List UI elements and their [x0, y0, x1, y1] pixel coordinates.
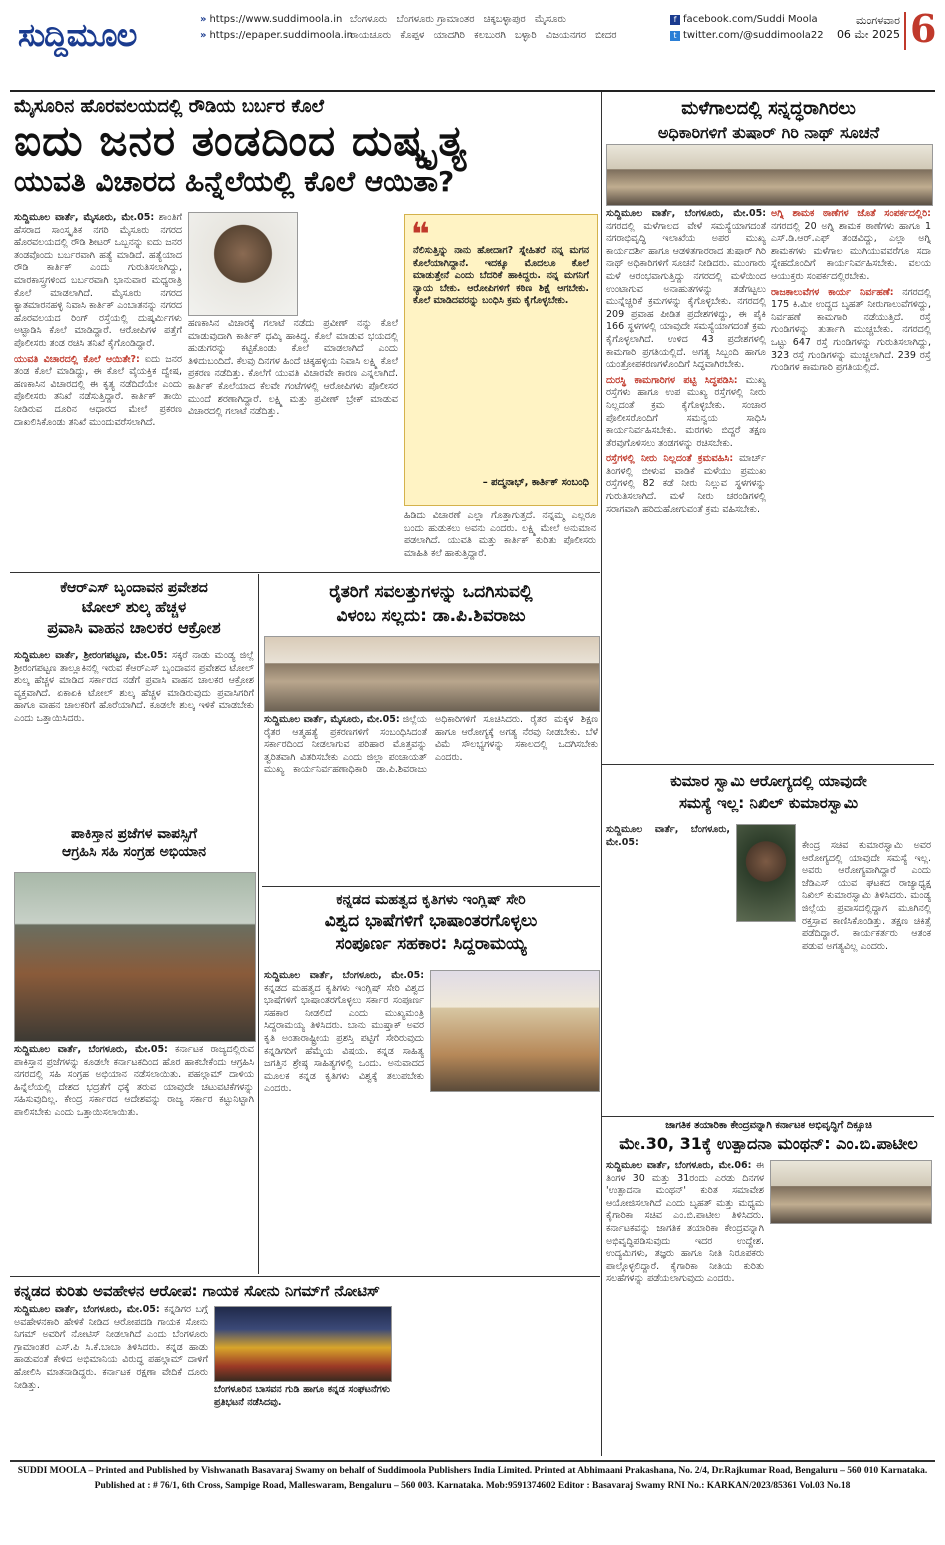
website-link[interactable]: » https://www.suddimoola.in	[200, 14, 343, 25]
story-headline: ಸಮಸ್ಯೆ ಇಲ್ಲ: ನಿಖಿಲ್ ಕುಮಾರಸ್ವಾಮಿ	[678, 794, 859, 812]
story-body-col1: ಸುದ್ದಿಮೂಲ ವಾರ್ತೆ, ಮೈಸೂರು, ಮೇ.05: ಶಾಂತಿಗೆ ಹೆಸರಾದ ಸಾಂಸ್ಕೃತಿಕ ನಗರಿ ಮೈಸೂರು ನಗರದ ಹೊರವಲಯದಲ್ಲಿ ರೌಡಿ ಶೀಟರ್ ಒಬ್ಬನನ್ನು ಐದು ಜನರ ತಂಡವೊಂದು ಬರ್ಬರವಾಗಿ ಹತ್ಯೆ ಮಾಡಿದೆ. ಹತ್ಯೆಯಾದ ರೌಡಿ ಕಾರ್ತಿಕ್ ಎಂದು ಗುರುತಿಸಲಾಗಿದ್ದು, ಮಾರಕಾಸ್ತ್ರಗಳಿಂದ ಬರ್ಬರವಾಗಿ ಭಾನುವಾರ ಮಧ್ಯರಾತ್ರಿ ಕೊಲೆ ಮಾಡಲಾಗಿದೆ. ಮೈಸೂರು ನಗರದ ಕ್ಯಾತಮಾರನಹಳ್ಳಿ ನಿವಾಸಿ ಕಾರ್ತಿಕ್ ಎಂಬಾತನನ್ನು ನಗರದ ಹೊರವಲಯದ ರಿಂಗ್ ರಸ್ತೆಯಲ್ಲಿ ದುಷ್ಕರ್ಮಿಗಳು ಅಟ್ಟಾಡಿಸಿ ಕೊಲೆ ಮಾಡಿದ್ದಾರೆ. ಆರೋಪಿಗಳ ಪತ್ತೆಗೆ ಪೊಲೀಸರು ತಂಡ ರಚಿಸಿ ತನಿಖೆ ಕೈಗೊಂಡಿದ್ದಾರೆ. ಯುವತಿ ವಿಚಾರದಲ್ಲಿ ಕೊಲೆ ಆಯಿತೇ?: ಐದು ಜನರ ತಂಡ ಕೊಲೆ ಮಾಡಿದ್ದು, ಈ ಕೊಲೆ ವೈಯಕ್ತಿಕ ದ್ವೇಷ, ಹಣಕಾಸಿನ ವಿಚಾರದಲ್ಲಿ ಈ ಕೃತ್ಯ ನಡೆದಿದೆಯೇ ಎಂದು ಪೊಲೀಸರು ತನಿಖೆ ನಡೆಸುತ್ತಿದ್ದಾರೆ. ಕಾರ್ತಿಕ್ ತಾಯಿ ನೀಡಿರುವ ದೂರಿನ ಆಧಾರದ ಮೇಲೆ ಪ್ರಕರಣ ದಾಖಲಿಸಿಕೊಂಡು ತನಿಖೆ ಮುಂದುವರೆಸಲಾಗಿದೆ.	[14, 212, 182, 428]
story-kicker: ಜಾಗತಿಕ ತಯಾರಿಕಾ ಕೇಂದ್ರವನ್ನಾಗಿ ಕರ್ನಾಟಕ ಅಭಿವೃದ್ಧಿಗೆ ದಿಕ್ಸೂಚಿ	[665, 1120, 872, 1131]
story-headline: ವಿಳಂಬ ಸಲ್ಲದು: ಡಾ.ಪಿ.ಶಿವರಾಜು	[336, 606, 526, 626]
story-subhead: ಯುವತಿ ವಿಚಾರದ ಹಿನ್ನೆಲೆಯಲ್ಲಿ ಕೊಲೆ ಆಯಿತಾ?	[14, 165, 455, 199]
section-rule	[602, 764, 934, 765]
story-headline: ಟೋಲ್ ಶುಲ್ಕ ಹೆಚ್ಚಳ	[81, 598, 187, 616]
story-body-col1: ಸುದ್ದಿಮೂಲ ವಾರ್ತೆ, ಬೆಂಗಳೂರು, ಮೇ.06: ಈ ತಿಂಗಳ 30 ಮತ್ತು 31ರಂದು ಎರಡು ದಿನಗಳ 'ಉತ್ಪಾದನಾ ಮಂಥನ್' ಕುರಿತ ಸಮಾವೇಶ ಆಯೋಜಿಸಲಾಗಿದೆ ಎಂದು ಬೃಹತ್ ಮತ್ತು ಮಧ್ಯಮ ಕೈಗಾರಿಕಾ ಸಚಿವ ಎಂ.ಬಿ.ಪಾಟೀಲ ತಿಳಿಸಿದರು. ಕರ್ನಾಟಕವನ್ನು ಜಾಗತಿಕ ತಯಾರಿಕಾ ಕೇಂದ್ರವನ್ನಾಗಿ ಅಭಿವೃದ್ಧಿಪಡಿಸುವುದು ಇದರ ಉದ್ದೇಶ. ಉದ್ಯಮಿಗಳು, ತಜ್ಞರು ಹಾಗೂ ನೀತಿ ನಿರೂಪಕರು ಪಾಲ್ಗೊಳ್ಳಲಿದ್ದಾರೆ. ಕೈಗಾರಿಕಾ ನೀತಿಯ ಕುರಿತು ಸಲಹೆಗಳನ್ನು ಪಡೆಯಲಾಗುವುದು ಎಂದರು.	[606, 1160, 764, 1285]
city-tag: ಬೆಂಗಳೂರು	[350, 14, 388, 25]
story-body-col2: ಹಣಕಾಸಿನ ವಿಚಾರಕ್ಕೆ ಗಲಾಟೆ ನಡೆದು ಪ್ರವೀಣ್ ನನ್ನು ಕೊಲೆ ಮಾಡುವುದಾಗಿ ಕಾರ್ತಿಕ್ ಧಮ್ಕಿ ಹಾಕಿದ್ದ. ಕೊಲೆ ಮಾಡುವ ಭಯದಲ್ಲಿ ಹುಡುಗರನ್ನು ಕಟ್ಟಿಕೊಂಡು ಕೊಲೆ ಮಾಡಲಾಗಿದೆ ಎಂದು ತಿಳಿದುಬಂದಿದೆ. ಕೆಲವು ದಿನಗಳ ಹಿಂದೆ ಚಿಕ್ಕಹಳ್ಳಿಯ ನಿವಾಸಿ ಲಕ್ಷ್ಮಿ ಕೊಲೆ ಪ್ರಕರಣ ನಡೆದಿತ್ತು. ಕೊಲೆಗೆ ಯುವತಿ ವಿಚಾರವೇ ಕಾರಣ ಎನ್ನಲಾಗಿದೆ. ಕಾರ್ತಿಕ್ ಕೊಲೆಯಾದ ಕೆಲವೇ ಗಂಟೆಗಳಲ್ಲಿ ಆರೋಪಿಗಳು ಪೊಲೀಸರ ಮುಂದೆ ಶರಣಾಗಿದ್ದಾರೆ. ಲಕ್ಷ್ಮಿ ಮತ್ತು ಪ್ರವೀಣ್ ಬ್ರೇಕ್ ಮಾಡುವ ವಿಚಾರದಲ್ಲಿ ಗಲಾಟೆ ನಡೆದಿತ್ತು.	[188, 318, 398, 418]
city-tag: ಕೊಪ್ಪಳ	[400, 30, 425, 41]
byline: ಸುದ್ದಿಮೂಲ ವಾರ್ತೆ, ಮೈಸೂರು, ಮೇ.05:	[264, 714, 400, 725]
city-tag: ಕಲಬುರಗಿ	[474, 30, 506, 41]
city-tag: ಮೈಸೂರು	[534, 14, 566, 25]
byline: ಸುದ್ದಿಮೂಲ ವಾರ್ತೆ, ಮೈಸೂರು, ಮೇ.05:	[14, 212, 155, 223]
story-body: ಸುದ್ದಿಮೂಲ ವಾರ್ತೆ, ಮೈಸೂರು, ಮೇ.05: ಜಿಲ್ಲೆಯ ರೈತರ ಆತ್ಮಹತ್ಯೆ ಪ್ರಕರಣಗಳಿಗೆ ಸಂಬಂಧಿಸಿದಂತೆ ಸರ್ಕಾರದಿಂದ ನೀಡಲಾಗುವ ಪರಿಹಾರ ಮೊತ್ತವನ್ನು ತ್ವರಿತವಾಗಿ ವಿತರಿಸಬೇಕು ಎಂದು ಜಿಲ್ಲಾ ಪಂಚಾಯತ್ ಮುಖ್ಯ ಕಾರ್ಯನಿರ್ವಹಣಾಧಿಕಾರಿ ಡಾ.ಪಿ.ಶಿವರಾಜು ಅಧಿಕಾರಿಗಳಿಗೆ ಸೂಚಿಸಿದರು. ರೈತರ ಮಕ್ಕಳ ಶಿಕ್ಷಣ ಹಾಗೂ ಆರೋಗ್ಯಕ್ಕೆ ಅಗತ್ಯ ನೆರವು ನೀಡಬೇಕು. ಬೆಳೆ ವಿಮೆ ಸೌಲಭ್ಯಗಳನ್ನು ಸಕಾಲದಲ್ಲಿ ಒದಗಿಸಬೇಕು ಎಂದರು.	[264, 714, 598, 776]
date-block	[810, 14, 900, 42]
story-monsoon	[606, 98, 931, 143]
quote-attribution: – ಪದ್ಮನಾಭ್, ಕಾರ್ತಿಕ್ ಸಂಬಂಧಿ	[482, 477, 589, 488]
story-health	[606, 772, 931, 812]
story-farmers	[264, 582, 598, 626]
side-heading: ರಸ್ತೆಗಳಲ್ಲಿ ನೀರು ನಿಲ್ಲದಂತೆ ಕ್ರಮವಹಿಸಿ:	[606, 453, 734, 465]
story-headline: ಆಗ್ರಹಿಸಿ ಸಹಿ ಸಂಗ್ರಹ ಅಭಿಯಾನ	[62, 844, 206, 860]
city-tag: ರಾಯಚೂರು	[350, 30, 392, 41]
side-heading: ಯುವತಿ ವಿಚಾರದಲ್ಲಿ ಕೊಲೆ ಆಯಿತೇ?:	[14, 353, 140, 365]
globe-icon: »	[200, 30, 207, 41]
story-body-col1: ಸುದ್ದಿಮೂಲ ವಾರ್ತೆ, ಬೆಂಗಳೂರು, ಮೇ.05: ನಗರದಲ್ಲಿ ಮಳೆಗಾಲದ ವೇಳೆ ಸಮಸ್ಯೆಯಾಗದಂತೆ ನಗರಾಭಿವೃದ್ಧಿ ಇಲಾಖೆಯ ಅಪರ ಮುಖ್ಯ ಕಾರ್ಯದರ್ಶಿ ಹಾಗೂ ಆಡಳಿತಗಾರರಾದ ತುಷಾರ್ ಗಿರಿ ನಾಥ್ ಅಧಿಕಾರಿಗಳಿಗೆ ಸೂಚನೆ ನೀಡಿದರು. ಮುಂಗಾರು ಮಳೆ ಆರಂಭವಾಗುತ್ತಿದ್ದು ನಗರದಲ್ಲಿ ಮಳೆಯಿಂದ ಉಂಟಾಗುವ ಅನಾಹುತಗಳನ್ನು ತಡೆಗಟ್ಟಲು ಮುನ್ನೆಚ್ಚರಿಕೆ ಕ್ರಮಗಳನ್ನು ಕೈಗೊಳ್ಳಬೇಕು. ನಗರದಲ್ಲಿ 209 ಪ್ರವಾಹ ಪೀಡಿತ ಪ್ರದೇಶಗಳಿದ್ದು, ಈ ಪೈಕಿ 166 ಸ್ಥಳಗಳಲ್ಲಿ ಯಾವುದೇ ಸಮಸ್ಯೆಯಾಗದಂತೆ ಕ್ರಮ ಕೈಗೊಳ್ಳಲಾಗಿದೆ. ಉಳಿದ 43 ಪ್ರದೇಶಗಳಲ್ಲಿ ಕಾಮಗಾರಿ ಪ್ರಗತಿಯಲ್ಲಿದೆ. ಅಗತ್ಯ ಸಿಬ್ಬಂದಿ ಹಾಗೂ ಯಂತ್ರೋಪಕರಣಗಳೊಂದಿಗೆ ಸಿದ್ಧವಾಗಿರಬೇಕು. ದುರಸ್ಥಿ ಕಾಮಗಾರಿಗಳ ಪಟ್ಟಿ ಸಿದ್ಧಪಡಿಸಿ: ಮುಖ್ಯ ರಸ್ತೆಗಳು ಹಾಗೂ ಉಪ ಮುಖ್ಯ ರಸ್ತೆಗಳಲ್ಲಿ ನೀರು ನಿಲ್ಲದಂತೆ ಕ್ರಮ ಕೈಗೊಳ್ಳಬೇಕು. ಸಂಚಾರ ಪೊಲೀಸರೊಂದಿಗೆ ಸಮನ್ವಯ ಸಾಧಿಸಿ ಕಾರ್ಯನಿರ್ವಹಿಸಬೇಕು. ಮರಗಳು ಬಿದ್ದರೆ ತಕ್ಷಣ ತೆರವುಗೊಳಿಸಲು ತಂಡಗಳನ್ನು ರಚಿಸಬೇಕು. ರಸ್ತೆಗಳಲ್ಲಿ ನೀರು ನಿಲ್ಲದಂತೆ ಕ್ರಮವಹಿಸಿ: ಮಾರ್ಚ್ ತಿಂಗಳಲ್ಲಿ ಬೀಳುವ ವಾಡಿಕೆ ಮಳೆಯು ಪ್ರಮುಖ ರಸ್ತೆಗಳಲ್ಲಿ 82 ಕಡೆ ನೀರು ನಿಲ್ಲುವ ಸ್ಥಳಗಳನ್ನು ಗುರುತಿಸಲಾಗಿದೆ. ಮಳೆ ನೀರು ಚರಂಡಿಗಳಲ್ಲಿ ಸರಾಗವಾಗಿ ಹರಿದುಹೋಗುವಂತೆ ಕ್ರಮ ವಹಿಸಬೇಕು.	[606, 208, 766, 515]
side-heading: ದುರಸ್ಥಿ ಕಾಮಗಾರಿಗಳ ಪಟ್ಟಿ ಸಿದ್ಧಪಡಿಸಿ:	[606, 374, 738, 386]
imprint-line-2: Published at : # 76/1, 6th Cross, Sampige Road, Malleswaram, Bengaluru – 560 003. Karnataka. Mob:9591374602 Editor : Basavaraj Swamy RNI No.: KARKAN/2023/85361 Vol.03 No.18	[94, 1481, 851, 1491]
globe-icon: »	[200, 14, 207, 25]
facebook-link[interactable]: f facebook.com/Suddi Moola	[670, 14, 818, 25]
book-release-photo	[430, 970, 600, 1092]
story-headline: ಮೇ.30, 31ಕ್ಕೆ ಉತ್ಪಾದನಾ ಮಂಥನ್: ಎಂ.ಬಿ.ಪಾಟೀಲ	[619, 1134, 918, 1153]
byline: ಸುದ್ದಿಮೂಲ ವಾರ್ತೆ, ಬೆಂಗಳೂರು, ಮೇ.05:	[606, 824, 730, 848]
photo-caption: ಬೆಂಗಳೂರಿನ ಬಾಸವನ ಗುಡಿ ಹಾಗೂ ಕನ್ನಡ ಸಂಘಟನೆಗಳು ಪ್ರತಿಭಟನೆ ನಡೆಸಿದವು.	[214, 1384, 390, 1408]
twitter-link[interactable]: t twitter.com/@suddimoola22	[670, 30, 824, 41]
story-manufacturing	[606, 1120, 931, 1154]
side-heading: ಅಗ್ನಿ ಶಾಮಕ ಠಾಣೆಗಳ ಜೊತೆ ಸಂಪರ್ಕದಲ್ಲಿರಿ:	[771, 208, 931, 219]
story-headline: ಐದು ಜನರ ತಂಡದಿಂದ ದುಷ್ಕೃತ್ಯ	[14, 116, 468, 165]
story-signature-campaign	[14, 826, 254, 860]
quote-text: ನೆಲಿಸುತ್ತಿನ್ನು ನಾನು ಹೋದಾಗ? ಸ್ನೇಹಿತರೆ ನನ್ನ ಮಗನ ಕೊಲೆಯಾಗಿದ್ದಾನೆ. ಇದಕ್ಕೂ ಮೊದಲೂ ಕೊಲೆ ಮಾಡುತ್ತೇನೆ ಎಂದು ಬೆದರಿಕೆ ಹಾಕಿದ್ದರು. ನನ್ನ ಮಗನಿಗೆ ನ್ಯಾಯ ಬೇಕು. ಆರೋಪಿಗಳಿಗೆ ಕಠಿಣ ಶಿಕ್ಷೆ ಆಗಬೇಕು. ಕೊಲೆ ಮಾಡಿದವರನ್ನು ಬಂಧಿಸಿ ಕ್ರಮ ಕೈಗೊಳ್ಳಬೇಕು.	[413, 245, 589, 307]
story-headline: ರೈತರಿಗೆ ಸವಲತ್ತುಗಳನ್ನು ಒದಗಿಸುವಲ್ಲಿ	[329, 582, 533, 602]
story-krs-toll	[14, 580, 254, 638]
cities-row-1	[350, 14, 572, 25]
story-body-col1: ಸುದ್ದಿಮೂಲ ವಾರ್ತೆ, ಬೆಂಗಳೂರು, ಮೇ.05: ಕನ್ನಡಿಗರ ಬಗ್ಗೆ ಅವಹೇಳನಕಾರಿ ಹೇಳಿಕೆ ನೀಡಿದ ಆರೋಪದಡಿ ಗಾಯಕ ಸೋನು ನಿಗಮ್ ಅವರಿಗೆ ನೋಟಿಸ್ ನೀಡಲಾಗಿದೆ ಎಂದು ಬೆಂಗಳೂರು ಗ್ರಾಮಾಂತರ ಎಸ್.ಪಿ ಸಿ.ಕೆ.ಬಾಬಾ ತಿಳಿಸಿದರು. ಕನ್ನಡ ಹಾಡು ಹಾಡುವಂತೆ ಕೇಳಿದ ಅಭಿಮಾನಿಯ ವಿರುದ್ಧ ಪಹಲ್ಗಾಮ್ ದಾಳಿಗೆ ಹೋಲಿಸಿ ಮಾತನಾಡಿದ್ದರು. ಕರ್ನಾಟಕ ರಕ್ಷಣಾ ವೇದಿಕೆ ದೂರು ನೀಡಿತ್ತು.	[14, 1304, 208, 1391]
story-mysuru-murder	[14, 96, 600, 199]
column-rule	[601, 92, 602, 1456]
section-rule	[602, 1116, 934, 1117]
story-headline: ಕನ್ನಡದ ಮಹತ್ವದ ಕೃತಿಗಳು ಇಂಗ್ಲಿಷ್ ಸೇರಿ	[336, 892, 526, 908]
byline: ಸುದ್ದಿಮೂಲ ವಾರ್ತೆ, ಬೆಂಗಳೂರು, ಮೇ.05:	[606, 208, 766, 219]
story-translation	[264, 892, 598, 954]
logo: ಸುದ್ದಿಮೂಲ	[18, 16, 137, 54]
story-headline: ಕೆಆರ್‌ಎಸ್ ಬೃಂದಾವನ ಪ್ರವೇಶದ	[60, 580, 208, 596]
story-headline: ವಿಶ್ವದ ಭಾಷೆಗಳಿಗೆ ಭಾಷಾಂತರಗೊಳ್ಳಲು	[324, 911, 538, 931]
victim-photo	[188, 212, 298, 316]
story-subhead: ಪ್ರವಾಸಿ ವಾಹನ ಚಾಲಕರ ಆಕ್ರೋಶ	[47, 618, 221, 637]
story-kicker: ಮೈಸೂರಿನ ಹೊರವಲಯದಲ್ಲಿ ರೌಡಿಯ ಬರ್ಬರ ಕೊಲೆ	[14, 96, 325, 117]
facebook-icon: f	[670, 15, 680, 25]
section-rule	[10, 1276, 600, 1277]
day-label: ಮಂಗಳವಾರ	[855, 14, 900, 27]
quote-box	[404, 214, 598, 506]
story-body: ಕೇಂದ್ರ ಸಚಿವ ಕುಮಾರಸ್ವಾಮಿ ಅವರ ಆರೋಗ್ಯದಲ್ಲಿ ಯಾವುದೇ ಸಮಸ್ಯೆ ಇಲ್ಲ. ಅವರು ಆರೋಗ್ಯವಾಗಿದ್ದಾರೆ ಎಂದು ಜೆಡಿಎಸ್ ಯುವ ಘಟಕದ ರಾಜ್ಯಾಧ್ಯಕ್ಷ ನಿಖಿಲ್ ಕುಮಾರಸ್ವಾಮಿ ತಿಳಿಸಿದರು. ಮಂಡ್ಯ ಜಿಲ್ಲೆಯ ಪ್ರವಾಸದಲ್ಲಿದ್ದಾಗ ಮೂಗಿನಲ್ಲಿ ರಕ್ತಸ್ರಾವ ಕಾಣಿಸಿಕೊಂಡಿತ್ತು. ತಕ್ಷಣ ಚಿಕಿತ್ಸೆ ಪಡೆದಿದ್ದಾರೆ. ಕಾರ್ಯಕರ್ತರು ಆತಂಕ ಪಡುವ ಅಗತ್ಯವಿಲ್ಲ ಎಂದರು.	[802, 840, 931, 952]
story-body: ಸುದ್ದಿಮೂಲ ವಾರ್ತೆ, ಬೆಂಗಳೂರು, ಮೇ.05: ಕರ್ನಾಟಕ ರಾಜ್ಯದಲ್ಲಿರುವ ಪಾಕಿಸ್ತಾನ ಪ್ರಜೆಗಳನ್ನು ಕೂಡಲೇ ಕರ್ನಾಟಕದಿಂದ ಹೊರ ಹಾಕಬೇಕೆಂದು ಆಗ್ರಹಿಸಿ ನಗರದಲ್ಲಿ ಸಹಿ ಸಂಗ್ರಹ ಅಭಿಯಾನ ನಡೆಸಲಾಯಿತು. ಪಹಲ್ಗಾಮ್ ದಾಳಿಯ ಹಿನ್ನೆಲೆಯಲ್ಲಿ ದೇಶದ ಭದ್ರತೆಗೆ ಧಕ್ಕೆ ತರುವ ಯಾವುದೇ ಚಟುವಟಿಕೆಗಳನ್ನು ಸಹಿಸುವುದಿಲ್ಲ. ಕೇಂದ್ರ ಸರ್ಕಾರದ ಆದೇಶವನ್ನು ರಾಜ್ಯ ಸರ್ಕಾರ ಕಟ್ಟುನಿಟ್ಟಾಗಿ ಪಾಲಿಸಬೇಕು ಎಂದು ಒತ್ತಾಯಿಸಲಾಯಿತು.	[14, 1044, 254, 1118]
campaign-photo	[14, 872, 256, 1042]
date-label: 06 ಮೇ 2025	[836, 28, 900, 41]
byline: ಸುದ್ದಿಮೂಲ ವಾರ್ತೆ, ಬೆಂಗಳೂರು, ಮೇ.05:	[14, 1044, 168, 1055]
masthead	[10, 6, 935, 92]
city-tag: ಬೆಂಗಳೂರು ಗ್ರಾಮಾಂತರ	[396, 14, 475, 25]
footer-rule	[10, 1460, 935, 1462]
byline: ಸುದ್ದಿಮೂಲ ವಾರ್ತೆ, ಬೆಂಗಳೂರು, ಮೇ.06:	[606, 1160, 752, 1171]
story-body-col4: ಹಿಡಿದು ವಿಚಾರಣೆ ಎಲ್ಲಾ ಗೊತ್ತಾಗುತ್ತದೆ. ನನ್ನಮ್ಮ ಎಲ್ಲರೂ ಬಂದು ಹುಡುಕಲು ಅವನು ಎಂದರು. ಲಕ್ಷ್ಮಿ ಮೇಲೆ ಅನುಮಾನ ಪಡಲಾಗಿದೆ. ಯುವತಿ ಮತ್ತು ಕಾರ್ತಿಕ್ ಕುರಿತು ಪೊಲೀಸರು ಮಾಹಿತಿ ಕಲೆ ಹಾಕುತ್ತಿದ್ದಾರೆ.	[404, 510, 596, 559]
story-kicker: ಮಳೆಗಾಲದಲ್ಲಿ ಸನ್ನದ್ಧರಾಗಿರಲು	[681, 98, 856, 119]
story-body-col1: ಸುದ್ದಿಮೂಲ ವಾರ್ತೆ, ಬೆಂಗಳೂರು, ಮೇ.05: ಕನ್ನಡದ ಮಹತ್ವದ ಕೃತಿಗಳು ಇಂಗ್ಲಿಷ್ ಸೇರಿ ವಿಶ್ವದ ಭಾಷೆಗಳಿಗೆ ಭಾಷಾಂತರಗೊಳ್ಳಲು ಸರ್ಕಾರ ಸಂಪೂರ್ಣ ಸಹಕಾರ ನೀಡಲಿದೆ ಎಂದು ಮುಖ್ಯಮಂತ್ರಿ ಸಿದ್ದರಾಮಯ್ಯ ತಿಳಿಸಿದರು. ಬಾನು ಮುಷ್ತಾಕ್ ಅವರ ಕೃತಿ ಅಂತಾರಾಷ್ಟ್ರೀಯ ಪ್ರಶಸ್ತಿ ಪಟ್ಟಿಗೆ ಸೇರಿರುವುದು ಕನ್ನಡಿಗರಿಗೆ ಹೆಮ್ಮೆಯ ವಿಷಯ. ಕನ್ನಡ ಸಾಹಿತ್ಯ ಜಗತ್ತಿನ ಶ್ರೇಷ್ಠ ಸಾಹಿತ್ಯಗಳಲ್ಲಿ ಒಂದು. ಅನುವಾದದ ಮೂಲಕ ಕನ್ನಡ ಕೃತಿಗಳು ವಿಶ್ವಕ್ಕೆ ತಲುಪಬೇಕು ಎಂದರು.	[264, 970, 424, 1095]
side-heading: ರಾಜಕಾಲುವೆಗಳ ಕಾರ್ಯ ನಿರ್ವಹಣೆ:	[771, 286, 894, 298]
imprint-line-1: SUDDI MOOLA – Printed and Published by Vishwanath Basavaraj Swamy on behalf of Suddimoola Publishers India Limited. Printed at Abhimaani Prakashana, No. 2/4, Dr.Rajkumar Road, Bengaluru – 560 010 Karnataka.	[17, 1466, 928, 1476]
section-rule	[262, 886, 600, 887]
city-tag: ಬೀದರ	[595, 30, 617, 41]
protest-photo	[214, 1306, 392, 1382]
story-headline: ಸಂಪೂರ್ಣ ಸಹಕಾರ: ಸಿದ್ದರಾಮಯ್ಯ	[335, 934, 527, 954]
section-rule	[10, 572, 600, 573]
byline: ಸುದ್ದಿಮೂಲ ವಾರ್ತೆ, ಶ್ರೀರಂಗಪಟ್ಟಣ, ಮೇ.05:	[14, 650, 168, 661]
page-number: 6	[910, 6, 937, 51]
divider	[904, 12, 906, 50]
byline: ಸುದ್ದಿಮೂಲ ವಾರ್ತೆ, ಬೆಂಗಳೂರು, ಮೇ.05:	[264, 970, 424, 981]
minister-photo	[770, 1160, 932, 1224]
story-body: ಸುದ್ದಿಮೂಲ ವಾರ್ತೆ, ಶ್ರೀರಂಗಪಟ್ಟಣ, ಮೇ.05: ಸಕ್ಕರೆ ನಾಡು ಮಂಡ್ಯ ಜಿಲ್ಲೆ ಶ್ರೀರಂಗಪಟ್ಟಣ ತಾಲ್ಲೂಕಿನಲ್ಲಿ ಇರುವ ಕೆಆರ್‌ಎಸ್ ಬೃಂದಾವನ ಪ್ರವೇಶದ ಟೋಲ್ ಶುಲ್ಕ ಹೆಚ್ಚಳ ಮಾಡಿದ ಸರ್ಕಾರದ ನಡೆಗೆ ಪ್ರವಾಸಿ ವಾಹನ ಚಾಲಕರ ಆಕ್ರೋಶ ವ್ಯಕ್ತವಾಗಿದೆ. ಏಕಾಏಕಿ ಟೋಲ್ ಶುಲ್ಕ ಹೆಚ್ಚಳ ಮಾಡಿರುವುದು ಪ್ರವಾಸಿಗರಿಗೆ ಹಾಗೂ ವಾಹನ ಚಾಲಕರಿಗೆ ಹೊರೆಯಾಗಿದೆ. ಕೂಡಲೇ ಶುಲ್ಕ ಇಳಿಕೆ ಮಾಡಬೇಕು ಎಂದು ಒತ್ತಾಯಿಸಿದರು.	[14, 650, 254, 724]
story-headline: ಪಾಕಿಸ್ತಾನ ಪ್ರಜೆಗಳ ವಾಪಸ್ಸಿಗೆ	[70, 826, 198, 842]
story-headline: ಕುಮಾರ ಸ್ವಾಮಿ ಆರೋಗ್ಯದಲ್ಲಿ ಯಾವುದೇ	[670, 772, 867, 790]
column-rule	[258, 574, 259, 1274]
city-tag: ಬಳ್ಳಾರಿ	[515, 30, 537, 41]
story-headline: ಕನ್ನಡದ ಕುರಿತು ಅವಹೇಳನ ಆರೋಪ: ಗಾಯಕ ಸೋನು ನಿಗಮ್‌ಗೆ ನೋಟಿಸ್	[14, 1282, 380, 1300]
twitter-icon: t	[670, 31, 680, 41]
cities-row-2	[350, 30, 623, 41]
quote-mark-icon: ❝	[411, 215, 430, 253]
story-body-col2: ಅಗ್ನಿ ಶಾಮಕ ಠಾಣೆಗಳ ಜೊತೆ ಸಂಪರ್ಕದಲ್ಲಿರಿ: ನಗರದಲ್ಲಿ 20 ಅಗ್ನಿ ಶಾಮಕ ಠಾಣೆಗಳು ಹಾಗೂ 1 ಎಸ್.ಡಿ.ಆರ್.ಎಫ್ ತಂಡವಿದ್ದು, ಎಲ್ಲಾ ಅಗ್ನಿ ಶಾಮಕಗಳು ಮಳೆಗಾಲ ಮುಗಿಯುವವರೆಗೂ ಸದಾ ಸ್ನೇಹದೊಂದಿಗೆ ಕಾರ್ಯನಿರ್ವಹಿಸಬೇಕು. ವಲಯ ಆಯುಕ್ತರು ಸಂಪರ್ಕದಲ್ಲಿರಬೇಕು. ರಾಜಕಾಲುವೆಗಳ ಕಾರ್ಯ ನಿರ್ವಹಣೆ: ನಗರದಲ್ಲಿ 175 ಕಿ.ಮೀ ಉದ್ದದ ಬೃಹತ್ ನೀರುಗಾಲುವೆಗಳಿದ್ದು, ನಿರ್ವಹಣೆ ಕಾಮಗಾರಿ ನಡೆಯುತ್ತಿದೆ. ರಸ್ತೆ ಗುಂಡಿಗಳನ್ನು ತುರ್ತಾಗಿ ಮುಚ್ಚಬೇಕು. ನಗರದಲ್ಲಿ ಒಟ್ಟು 647 ರಸ್ತೆ ಗುಂಡಿಗಳನ್ನು ಗುರುತಿಸಲಾಗಿದ್ದು, 323 ರಸ್ತೆ ಗುಂಡಿಗಳನ್ನು ಮುಚ್ಚಲಾಗಿದೆ. 239 ರಸ್ತೆ ಗುಂಡಿಗಳ ಕಾಮಗಾರಿ ಪ್ರಗತಿಯಲ್ಲಿದೆ.	[771, 208, 931, 374]
story-headline: ಅಧಿಕಾರಿಗಳಿಗೆ ತುಷಾರ್ ಗಿರಿ ನಾಥ್ ಸೂಚನೆ	[657, 123, 880, 142]
city-tag: ಯಾದಗಿರಿ	[433, 30, 465, 41]
review-meeting-photo	[264, 636, 600, 712]
city-tag: ವಿಜಯನಗರ	[545, 30, 586, 41]
epaper-link[interactable]: » https://epaper.suddimoola.in	[200, 30, 354, 41]
meeting-photo	[606, 144, 933, 206]
byline: ಸುದ್ದಿಮೂಲ ವಾರ್ತೆ, ಬೆಂಗಳೂರು, ಮೇ.05:	[14, 1304, 160, 1315]
city-tag: ಚಿಕ್ಕಬಳ್ಳಾಪುರ	[483, 14, 526, 25]
